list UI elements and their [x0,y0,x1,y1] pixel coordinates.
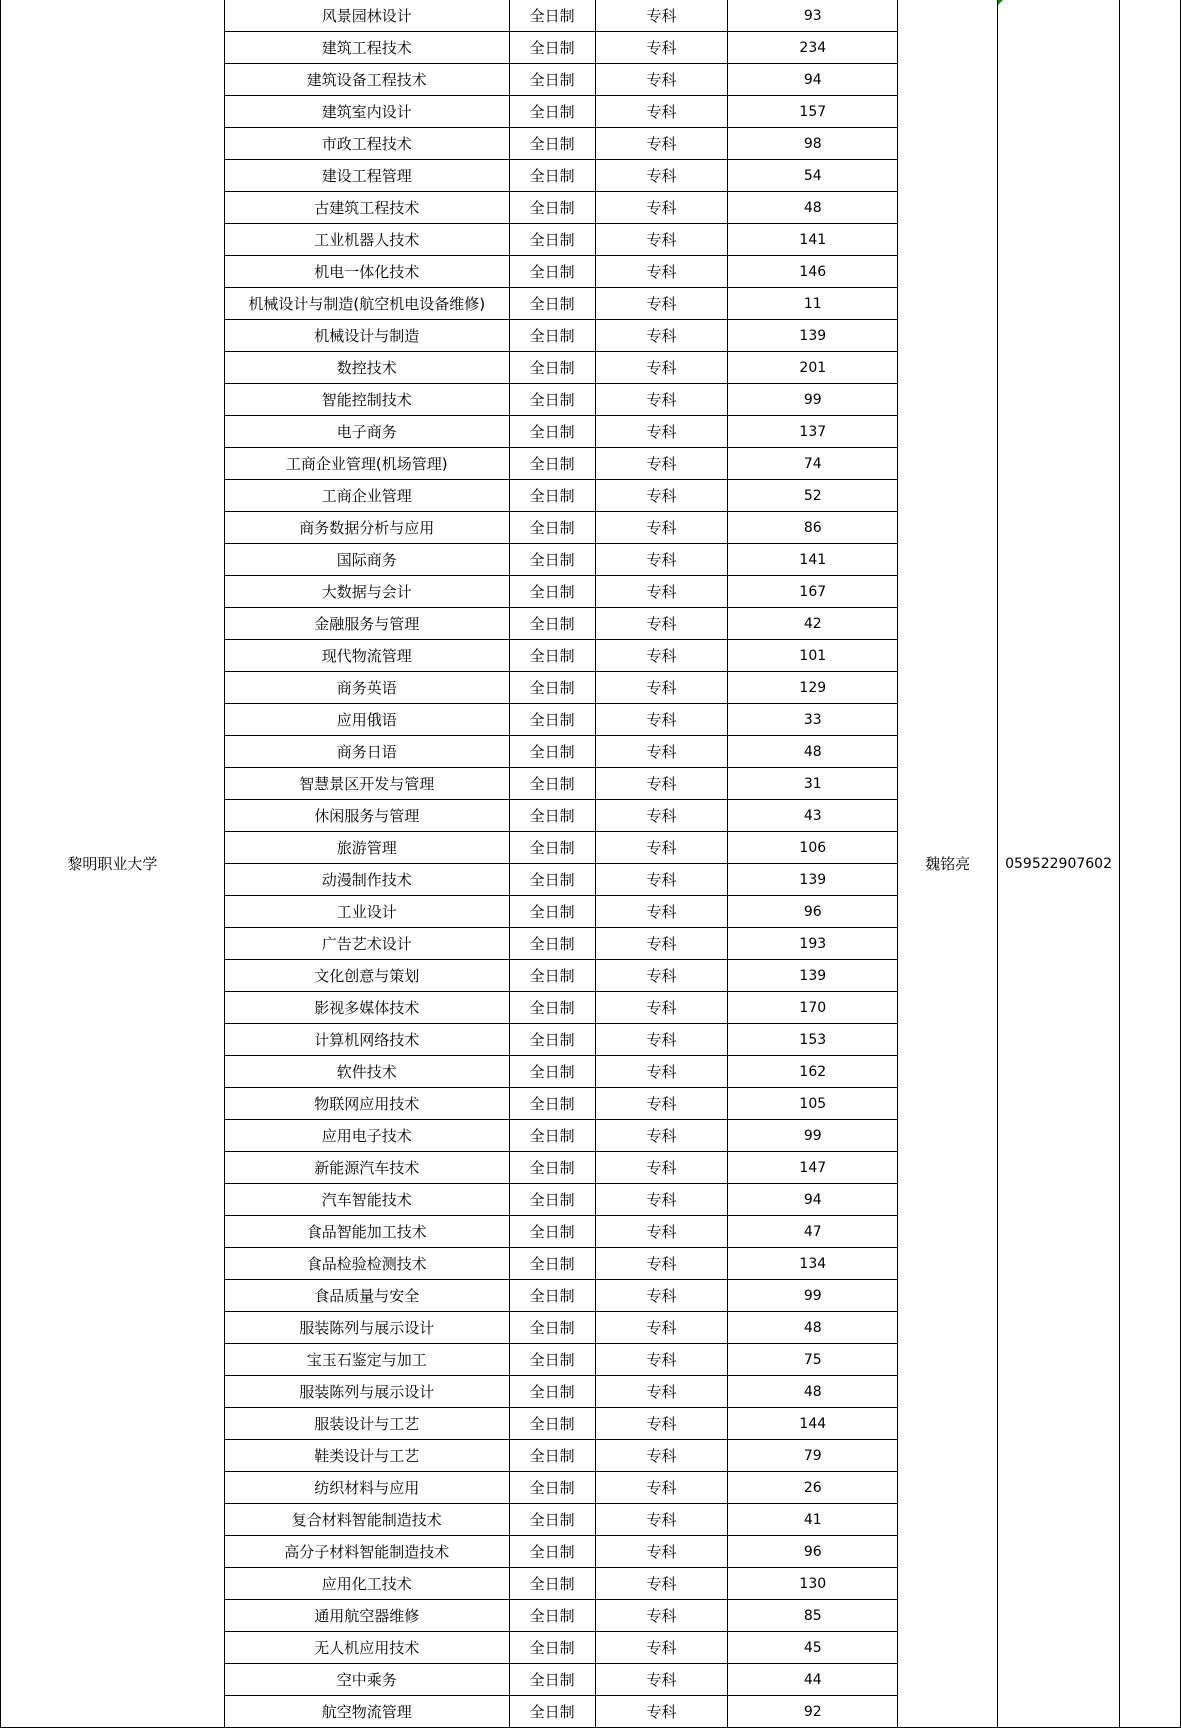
major-cell[interactable]: 鞋类设计与工艺 [224,1440,509,1472]
level-cell[interactable]: 专科 [595,1664,728,1696]
level-cell[interactable]: 专科 [595,512,728,544]
count-cell[interactable]: 146 [728,256,898,288]
major-cell[interactable]: 航空物流管理 [224,1696,509,1728]
level-cell[interactable]: 专科 [595,704,728,736]
level-cell[interactable]: 专科 [595,416,728,448]
major-cell[interactable]: 建筑工程技术 [224,32,509,64]
count-cell[interactable]: 99 [728,384,898,416]
mode-cell[interactable]: 全日制 [509,256,595,288]
major-cell[interactable]: 影视多媒体技术 [224,992,509,1024]
level-cell[interactable]: 专科 [595,1056,728,1088]
mode-cell[interactable]: 全日制 [509,160,595,192]
major-cell[interactable]: 动漫制作技术 [224,864,509,896]
mode-cell[interactable]: 全日制 [509,0,595,32]
major-cell[interactable]: 风景园林设计 [224,0,509,32]
count-cell[interactable]: 147 [728,1152,898,1184]
major-cell[interactable]: 机械设计与制造(航空机电设备维修) [224,288,509,320]
major-cell[interactable]: 计算机网络技术 [224,1024,509,1056]
mode-cell[interactable]: 全日制 [509,1152,595,1184]
mode-cell[interactable]: 全日制 [509,1216,595,1248]
major-cell[interactable]: 纺织材料与应用 [224,1472,509,1504]
mode-cell[interactable]: 全日制 [509,928,595,960]
table-row [1,0,1181,32]
mode-cell[interactable]: 全日制 [509,992,595,1024]
level-cell[interactable]: 专科 [595,736,728,768]
level-cell[interactable]: 专科 [595,960,728,992]
mode-cell[interactable]: 全日制 [509,352,595,384]
major-cell[interactable]: 新能源汽车技术 [224,1152,509,1184]
major-cell[interactable]: 建设工程管理 [224,160,509,192]
count-cell[interactable]: 141 [728,224,898,256]
mode-cell[interactable]: 全日制 [509,448,595,480]
level-cell[interactable]: 专科 [595,1600,728,1632]
mode-cell[interactable]: 全日制 [509,768,595,800]
major-cell[interactable]: 古建筑工程技术 [224,192,509,224]
major-cell[interactable]: 电子商务 [224,416,509,448]
level-cell[interactable]: 专科 [595,1120,728,1152]
major-cell[interactable]: 商务日语 [224,736,509,768]
major-cell[interactable]: 软件技术 [224,1056,509,1088]
count-cell[interactable]: 201 [728,352,898,384]
major-cell[interactable]: 宝玉石鉴定与加工 [224,1344,509,1376]
level-cell[interactable]: 专科 [595,384,728,416]
major-cell[interactable]: 广告艺术设计 [224,928,509,960]
mode-cell[interactable]: 全日制 [509,224,595,256]
count-cell[interactable]: 11 [728,288,898,320]
count-cell[interactable]: 99 [728,1280,898,1312]
mode-cell[interactable]: 全日制 [509,576,595,608]
count-cell[interactable]: 93 [728,0,898,32]
mode-cell[interactable]: 全日制 [509,864,595,896]
level-cell[interactable]: 专科 [595,128,728,160]
count-cell[interactable]: 134 [728,1248,898,1280]
count-cell[interactable]: 48 [728,736,898,768]
count-cell[interactable]: 96 [728,1536,898,1568]
level-cell[interactable]: 专科 [595,320,728,352]
count-cell[interactable]: 130 [728,1568,898,1600]
major-cell[interactable]: 国际商务 [224,544,509,576]
contact-person-cell[interactable]: 魏铭亮 [898,0,998,1728]
mode-cell[interactable]: 全日制 [509,1472,595,1504]
mode-cell[interactable]: 全日制 [509,608,595,640]
level-cell[interactable]: 专科 [595,1344,728,1376]
count-cell[interactable]: 157 [728,96,898,128]
major-cell[interactable]: 物联网应用技术 [224,1088,509,1120]
major-cell[interactable]: 商务数据分析与应用 [224,512,509,544]
level-cell[interactable]: 专科 [595,1152,728,1184]
mode-cell[interactable]: 全日制 [509,480,595,512]
major-cell[interactable]: 食品检验检测技术 [224,1248,509,1280]
major-cell[interactable]: 金融服务与管理 [224,608,509,640]
count-cell[interactable]: 86 [728,512,898,544]
major-cell[interactable]: 无人机应用技术 [224,1632,509,1664]
major-cell[interactable]: 旅游管理 [224,832,509,864]
major-cell[interactable]: 数控技术 [224,352,509,384]
count-cell[interactable]: 33 [728,704,898,736]
count-cell[interactable]: 129 [728,672,898,704]
level-cell[interactable]: 专科 [595,928,728,960]
level-cell[interactable]: 专科 [595,1280,728,1312]
mode-cell[interactable]: 全日制 [509,512,595,544]
major-cell[interactable]: 休闲服务与管理 [224,800,509,832]
count-cell[interactable]: 139 [728,960,898,992]
phone-cell[interactable]: 059522907602 [998,0,1120,1728]
count-cell[interactable]: 98 [728,128,898,160]
level-cell[interactable]: 专科 [595,1184,728,1216]
mode-cell[interactable]: 全日制 [509,1024,595,1056]
level-cell[interactable]: 专科 [595,800,728,832]
major-cell[interactable]: 工商企业管理(机场管理) [224,448,509,480]
count-cell[interactable]: 139 [728,864,898,896]
count-cell[interactable]: 43 [728,800,898,832]
level-cell[interactable]: 专科 [595,768,728,800]
mode-cell[interactable]: 全日制 [509,640,595,672]
level-cell[interactable]: 专科 [595,640,728,672]
major-cell[interactable]: 大数据与会计 [224,576,509,608]
mode-cell[interactable]: 全日制 [509,1408,595,1440]
mode-cell[interactable]: 全日制 [509,1056,595,1088]
count-cell[interactable]: 54 [728,160,898,192]
count-cell[interactable]: 44 [728,1664,898,1696]
level-cell[interactable]: 专科 [595,1632,728,1664]
major-cell[interactable]: 空中乘务 [224,1664,509,1696]
level-cell[interactable]: 专科 [595,1440,728,1472]
level-cell[interactable]: 专科 [595,32,728,64]
count-cell[interactable]: 94 [728,1184,898,1216]
major-cell[interactable]: 通用航空器维修 [224,1600,509,1632]
mode-cell[interactable]: 全日制 [509,736,595,768]
count-cell[interactable]: 170 [728,992,898,1024]
level-cell[interactable]: 专科 [595,1536,728,1568]
count-cell[interactable]: 234 [728,32,898,64]
major-cell[interactable]: 应用电子技术 [224,1120,509,1152]
mode-cell[interactable]: 全日制 [509,672,595,704]
level-cell[interactable]: 专科 [595,832,728,864]
count-cell[interactable]: 96 [728,896,898,928]
count-cell[interactable]: 75 [728,1344,898,1376]
level-cell[interactable]: 专科 [595,64,728,96]
level-cell[interactable]: 专科 [595,1024,728,1056]
level-cell[interactable]: 专科 [595,992,728,1024]
major-cell[interactable]: 服装设计与工艺 [224,1408,509,1440]
major-cell[interactable]: 机电一体化技术 [224,256,509,288]
major-cell[interactable]: 建筑设备工程技术 [224,64,509,96]
major-cell[interactable]: 机械设计与制造 [224,320,509,352]
level-cell[interactable]: 专科 [595,96,728,128]
level-cell[interactable]: 专科 [595,608,728,640]
count-cell[interactable]: 153 [728,1024,898,1056]
count-cell[interactable]: 105 [728,1088,898,1120]
level-cell[interactable]: 专科 [595,864,728,896]
count-cell[interactable]: 48 [728,1312,898,1344]
level-cell[interactable]: 专科 [595,448,728,480]
major-cell[interactable]: 工业设计 [224,896,509,928]
mode-cell[interactable]: 全日制 [509,192,595,224]
count-cell[interactable]: 92 [728,1696,898,1728]
count-cell[interactable]: 162 [728,1056,898,1088]
mode-cell[interactable]: 全日制 [509,1376,595,1408]
level-cell[interactable]: 专科 [595,1472,728,1504]
mode-cell[interactable]: 全日制 [509,1632,595,1664]
count-cell[interactable]: 48 [728,192,898,224]
mode-cell[interactable]: 全日制 [509,288,595,320]
mode-cell[interactable]: 全日制 [509,960,595,992]
school-name-cell[interactable]: 黎明职业大学 [1,0,225,1728]
mode-cell[interactable]: 全日制 [509,1184,595,1216]
major-cell[interactable]: 市政工程技术 [224,128,509,160]
level-cell[interactable]: 专科 [595,1088,728,1120]
level-cell[interactable]: 专科 [595,1216,728,1248]
major-cell[interactable]: 服装陈列与展示设计 [224,1376,509,1408]
major-cell[interactable]: 应用化工技术 [224,1568,509,1600]
mode-cell[interactable]: 全日制 [509,320,595,352]
major-cell[interactable]: 复合材料智能制造技术 [224,1504,509,1536]
count-cell[interactable]: 41 [728,1504,898,1536]
count-cell[interactable]: 26 [728,1472,898,1504]
mode-cell[interactable]: 全日制 [509,1568,595,1600]
level-cell[interactable]: 专科 [595,896,728,928]
count-cell[interactable]: 106 [728,832,898,864]
mode-cell[interactable]: 全日制 [509,1536,595,1568]
count-cell[interactable]: 167 [728,576,898,608]
level-cell[interactable]: 专科 [595,1312,728,1344]
level-cell[interactable]: 专科 [595,224,728,256]
mode-cell[interactable]: 全日制 [509,800,595,832]
level-cell[interactable]: 专科 [595,192,728,224]
count-cell[interactable]: 141 [728,544,898,576]
major-cell[interactable]: 高分子材料智能制造技术 [224,1536,509,1568]
mode-cell[interactable]: 全日制 [509,544,595,576]
mode-cell[interactable]: 全日制 [509,832,595,864]
major-cell[interactable]: 现代物流管理 [224,640,509,672]
level-cell[interactable]: 专科 [595,256,728,288]
level-cell[interactable]: 专科 [595,1248,728,1280]
count-cell[interactable]: 52 [728,480,898,512]
level-cell[interactable]: 专科 [595,544,728,576]
count-cell[interactable]: 45 [728,1632,898,1664]
level-cell[interactable]: 专科 [595,672,728,704]
mode-cell[interactable]: 全日制 [509,1280,595,1312]
major-cell[interactable]: 工业机器人技术 [224,224,509,256]
mode-cell[interactable]: 全日制 [509,96,595,128]
mode-cell[interactable]: 全日制 [509,1664,595,1696]
mode-cell[interactable]: 全日制 [509,1696,595,1728]
mode-cell[interactable]: 全日制 [509,1440,595,1472]
major-cell[interactable]: 应用俄语 [224,704,509,736]
level-cell[interactable]: 专科 [595,160,728,192]
mode-cell[interactable]: 全日制 [509,896,595,928]
major-cell[interactable]: 智慧景区开发与管理 [224,768,509,800]
count-cell[interactable]: 74 [728,448,898,480]
level-cell[interactable]: 专科 [595,0,728,32]
level-cell[interactable]: 专科 [595,288,728,320]
mode-cell[interactable]: 全日制 [509,1600,595,1632]
level-cell[interactable]: 专科 [595,1408,728,1440]
count-cell[interactable]: 144 [728,1408,898,1440]
mode-cell[interactable]: 全日制 [509,32,595,64]
count-cell[interactable]: 137 [728,416,898,448]
major-cell[interactable]: 智能控制技术 [224,384,509,416]
mode-cell[interactable]: 全日制 [509,1344,595,1376]
level-cell[interactable]: 专科 [595,1696,728,1728]
level-cell[interactable]: 专科 [595,1376,728,1408]
mode-cell[interactable]: 全日制 [509,416,595,448]
count-cell[interactable]: 42 [728,608,898,640]
level-cell[interactable]: 专科 [595,352,728,384]
level-cell[interactable]: 专科 [595,1568,728,1600]
mode-cell[interactable]: 全日制 [509,1248,595,1280]
mode-cell[interactable]: 全日制 [509,384,595,416]
count-cell[interactable]: 193 [728,928,898,960]
level-cell[interactable]: 专科 [595,1504,728,1536]
mode-cell[interactable]: 全日制 [509,1088,595,1120]
major-cell[interactable]: 工商企业管理 [224,480,509,512]
count-cell[interactable]: 101 [728,640,898,672]
major-cell[interactable]: 建筑室内设计 [224,96,509,128]
table-body [1,0,1181,1728]
major-cell[interactable]: 服装陈列与展示设计 [224,1312,509,1344]
major-cell[interactable]: 文化创意与策划 [224,960,509,992]
count-cell[interactable]: 79 [728,1440,898,1472]
mode-cell[interactable]: 全日制 [509,64,595,96]
level-cell[interactable]: 专科 [595,576,728,608]
major-cell[interactable]: 汽车智能技术 [224,1184,509,1216]
count-cell[interactable]: 94 [728,64,898,96]
count-cell[interactable]: 139 [728,320,898,352]
count-cell[interactable]: 99 [728,1120,898,1152]
count-cell[interactable]: 85 [728,1600,898,1632]
mode-cell[interactable]: 全日制 [509,128,595,160]
blank-cell[interactable] [1120,0,1181,1728]
major-cell[interactable]: 食品质量与安全 [224,1280,509,1312]
mode-cell[interactable]: 全日制 [509,1120,595,1152]
level-cell[interactable]: 专科 [595,480,728,512]
mode-cell[interactable]: 全日制 [509,704,595,736]
count-cell[interactable]: 31 [728,768,898,800]
major-cell[interactable]: 商务英语 [224,672,509,704]
mode-cell[interactable]: 全日制 [509,1504,595,1536]
count-cell[interactable]: 48 [728,1376,898,1408]
count-cell[interactable]: 47 [728,1216,898,1248]
mode-cell[interactable]: 全日制 [509,1312,595,1344]
major-cell[interactable]: 食品智能加工技术 [224,1216,509,1248]
